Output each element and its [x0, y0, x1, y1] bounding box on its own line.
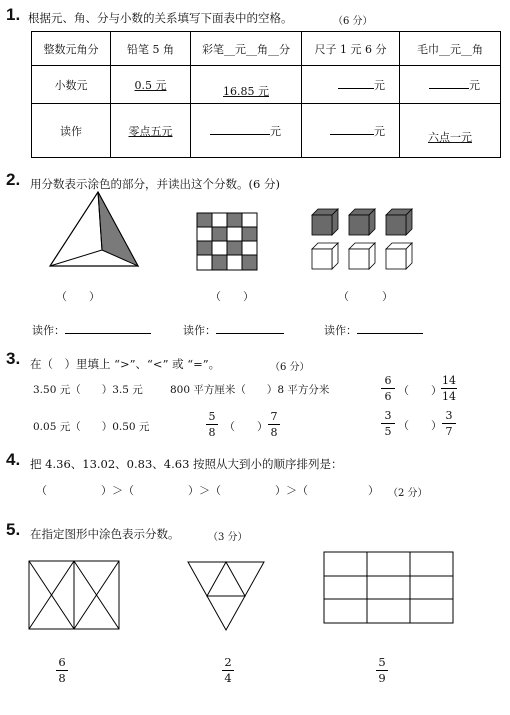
header-cell: 尺子 1 元 6 分	[302, 32, 400, 66]
header-cell: 毛巾__元__角	[400, 32, 501, 66]
fraction: 7 8	[268, 410, 280, 439]
read-blank[interactable]	[65, 333, 151, 334]
answer-paren[interactable]: （ ）	[210, 290, 254, 303]
unit-label: 元	[469, 78, 480, 92]
shaded-triangle-figure	[48, 190, 140, 270]
answer-value: 0.5 元	[134, 78, 167, 92]
question-4-text: 把 4.36、13.02、0.83、4.63 按照从大到小的顺序排列是：	[30, 457, 343, 471]
cubes-figure	[310, 207, 414, 271]
read-label: 读作：	[324, 324, 357, 337]
answer-paren[interactable]: （ ）	[338, 290, 393, 303]
plain-cube	[312, 243, 338, 269]
unit-label: 元	[374, 78, 385, 92]
row-label: 读作	[32, 104, 111, 158]
shaded-cube	[312, 209, 338, 235]
answer-paren[interactable]: （ ）	[398, 419, 442, 432]
read-label: 读作：	[32, 324, 65, 337]
answer-blank[interactable]	[330, 134, 374, 135]
read-blank[interactable]	[216, 333, 284, 334]
compare-item[interactable]: 800 平方厘米（ ）8 平方分米	[170, 384, 330, 396]
fraction: 5 9	[376, 656, 388, 685]
answer-blank[interactable]	[429, 88, 469, 89]
compare-item[interactable]: 3.50 元（ ）3.5 元	[33, 384, 143, 396]
unit-label: 元	[270, 124, 281, 138]
answer-value: 六点一元	[428, 130, 472, 144]
answer-paren[interactable]: （ ）	[224, 420, 268, 433]
question-4-points: （2 分）	[388, 488, 428, 499]
question-3-points: （6 分）	[270, 362, 310, 373]
shaded-cube	[386, 209, 412, 235]
checker-grid-figure	[196, 212, 258, 272]
question-1-points: （6 分）	[333, 16, 373, 27]
question-2-number: 2.	[6, 170, 21, 189]
fraction: 5 8	[206, 410, 218, 439]
header-cell: 整数元角分	[32, 32, 111, 66]
rectangle-x-figure	[28, 560, 122, 632]
question-4-number: 4.	[6, 450, 21, 469]
triangle-partition-figure	[186, 560, 266, 632]
question-5-points: （3 分）	[208, 532, 248, 543]
question-2-text: 用分数表示涂色的部分，并读出这个分数。(6 分)	[30, 177, 280, 191]
order-answer-row[interactable]: （ ）＞（ ）＞（ ）＞（ ）	[36, 484, 379, 497]
row-label: 小数元	[32, 66, 111, 104]
question-3-text: 在（ ）里填上 “>”、“<” 或 “=”。	[30, 357, 221, 371]
money-table	[31, 31, 501, 158]
grid-3x3-figure	[323, 551, 455, 625]
read-blank[interactable]	[357, 333, 423, 334]
fraction: 3 5	[381, 409, 395, 438]
answer-paren[interactable]: （ ）	[398, 384, 442, 397]
question-1-number: 1.	[6, 5, 21, 24]
unit-label: 元	[374, 124, 385, 138]
answer-paren[interactable]: （ ）	[56, 290, 100, 303]
fraction: 6 8	[56, 656, 68, 685]
question-5-text: 在指定图形中涂色表示分数。	[30, 527, 180, 541]
plain-cube	[386, 243, 412, 269]
answer-value: 16.85 元	[223, 84, 269, 98]
fraction: 3 7	[442, 409, 456, 438]
fraction: 2 4	[222, 656, 234, 685]
answer-value: 零点五元	[128, 124, 173, 138]
plain-cube	[349, 243, 375, 269]
header-cell: 彩笔__元__角__分	[191, 32, 302, 66]
question-3-number: 3.	[6, 349, 21, 368]
read-label: 读作：	[183, 324, 216, 337]
header-cell: 铅笔 5 角	[111, 32, 191, 66]
shaded-cube	[349, 209, 375, 235]
fraction: 14 14	[442, 374, 456, 403]
compare-item[interactable]: 0.05 元（ ）0.50 元	[33, 421, 150, 433]
fraction: 6 6	[381, 374, 395, 403]
answer-blank[interactable]	[338, 88, 374, 89]
answer-blank[interactable]	[210, 134, 270, 135]
question-1-text: 根据元、角、分与小数的关系填写下面表中的空格。	[28, 11, 293, 25]
question-5-number: 5.	[6, 520, 21, 539]
